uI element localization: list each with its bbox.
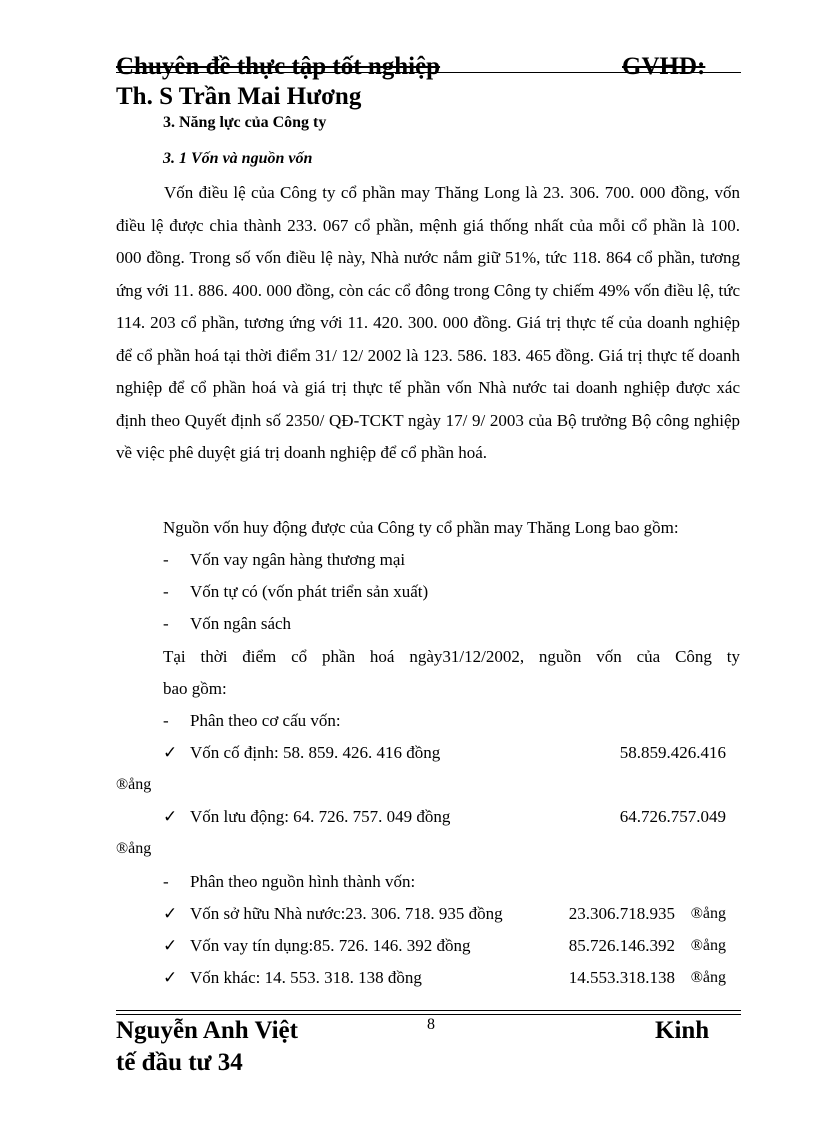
list-item: Vốn ngân sách xyxy=(190,614,292,633)
header-title: Chuyên đề thực tập tốt nghiệp xyxy=(116,53,441,80)
group-label: Phân theo nguồn hình thành vốn: xyxy=(190,872,416,891)
capital-unit: ®ång xyxy=(690,969,726,986)
bullet-dash-icon: - xyxy=(163,711,169,730)
capital-item: Vốn sở hữu Nhà nước:23. 306. 718. 935 đồng xyxy=(190,904,503,923)
bullet-dash-icon: - xyxy=(163,582,169,601)
checkmark-icon: ✓ xyxy=(163,743,178,762)
capital-unit: ®ång xyxy=(116,840,152,857)
capital-amount: 85.726.146.392 xyxy=(568,936,675,955)
capital-unit: ®ång xyxy=(690,905,726,922)
capital-item: Vốn khác: 14. 553. 318. 138 đồng xyxy=(190,968,422,987)
list-item: Vốn vay ngân hàng thương mại xyxy=(190,550,406,569)
capital-item: Vốn vay tín dụng:85. 726. 146. 392 đồng xyxy=(190,936,471,955)
capital-amount: 58.859.426.416 xyxy=(619,743,726,762)
equitization-line-2: bao gồm: xyxy=(163,679,227,698)
footer-rule xyxy=(116,1010,741,1011)
capital-unit: ®ång xyxy=(116,776,152,793)
header-supervisor: Th. S Trần Mai Hương xyxy=(116,83,362,110)
capital-paragraph: Vốn điều lệ của Công ty cổ phần may Thăng Long là 23. 306. 700. 000 đồng, vốn điều lệ được chia thành 233. 067 cổ phần, mệnh giá thống nhất của mỗi cổ phần là 100. 000 đồng. Trong số vốn điều lệ này, Nhà nước nắm giữ 51%, tức 118. 864 cổ phần, tương ứng với 11. 886. 400. 000 đồng, còn các cổ đông trong Công ty chiếm 49% vốn điều lệ, tức 114. 203 cổ phần, tương ứng với 11. 420. 300. 000 đồng. Giá trị thực tế của doanh nghiệp để cổ phần hoá tại thời điểm 31/ 12/ 2002 là 123. 586. 183. 465 đồng. Giá trị thực tế doanh nghiệp để cổ phần hoá và giá trị thực tế phần vốn Nhà nước tai doanh nghiệp được xác định theo Quyết định số 2350/ QĐ-TCKT ngày 17/ 9/ 2003 của Bộ trưởng Bộ công nghiệp về việc phê duyệt giá trị doanh nghiệp để cổ phần hoá. xyxy=(116,183,740,462)
capital-item: Vốn cố định: 58. 859. 426. 416 đồng xyxy=(190,743,441,762)
header-rule xyxy=(116,72,741,73)
sources-intro: Nguồn vốn huy động được của Công ty cổ phần may Thăng Long bao gồm: xyxy=(163,518,679,537)
equitization-line: Tại thời điểm cổ phần hoá ngày31/12/2002, nguồn vốn của Công ty xyxy=(163,647,740,666)
section-heading: 3. Năng lực của Công ty xyxy=(163,114,327,131)
capital-item: Vốn lưu động: 64. 726. 757. 049 đồng xyxy=(190,807,451,826)
bullet-dash-icon: - xyxy=(163,550,169,569)
checkmark-icon: ✓ xyxy=(163,968,178,987)
footer-department: Kinh xyxy=(655,1017,710,1044)
header-gvhd: GVHD: xyxy=(622,53,706,80)
bullet-dash-icon: - xyxy=(163,614,169,633)
capital-amount: 23.306.718.935 xyxy=(568,904,675,923)
footer-author: Nguyễn Anh Việt xyxy=(116,1017,298,1044)
group-label: Phân theo cơ cấu vốn: xyxy=(190,711,341,730)
checkmark-icon: ✓ xyxy=(163,807,178,826)
footer-rule-2 xyxy=(116,1014,741,1015)
bullet-dash-icon: - xyxy=(163,872,169,891)
section-subheading: 3. 1 Vốn và nguồn vốn xyxy=(163,150,313,167)
capital-unit: ®ång xyxy=(690,937,726,954)
page-number: 8 xyxy=(427,1016,435,1033)
checkmark-icon: ✓ xyxy=(163,936,178,955)
checkmark-icon: ✓ xyxy=(163,904,178,923)
footer-class: tế đầu tư 34 xyxy=(116,1049,243,1076)
list-item: Vốn tự có (vốn phát triển sản xuất) xyxy=(190,582,429,601)
capital-amount: 14.553.318.138 xyxy=(568,968,675,987)
capital-amount: 64.726.757.049 xyxy=(619,807,726,826)
